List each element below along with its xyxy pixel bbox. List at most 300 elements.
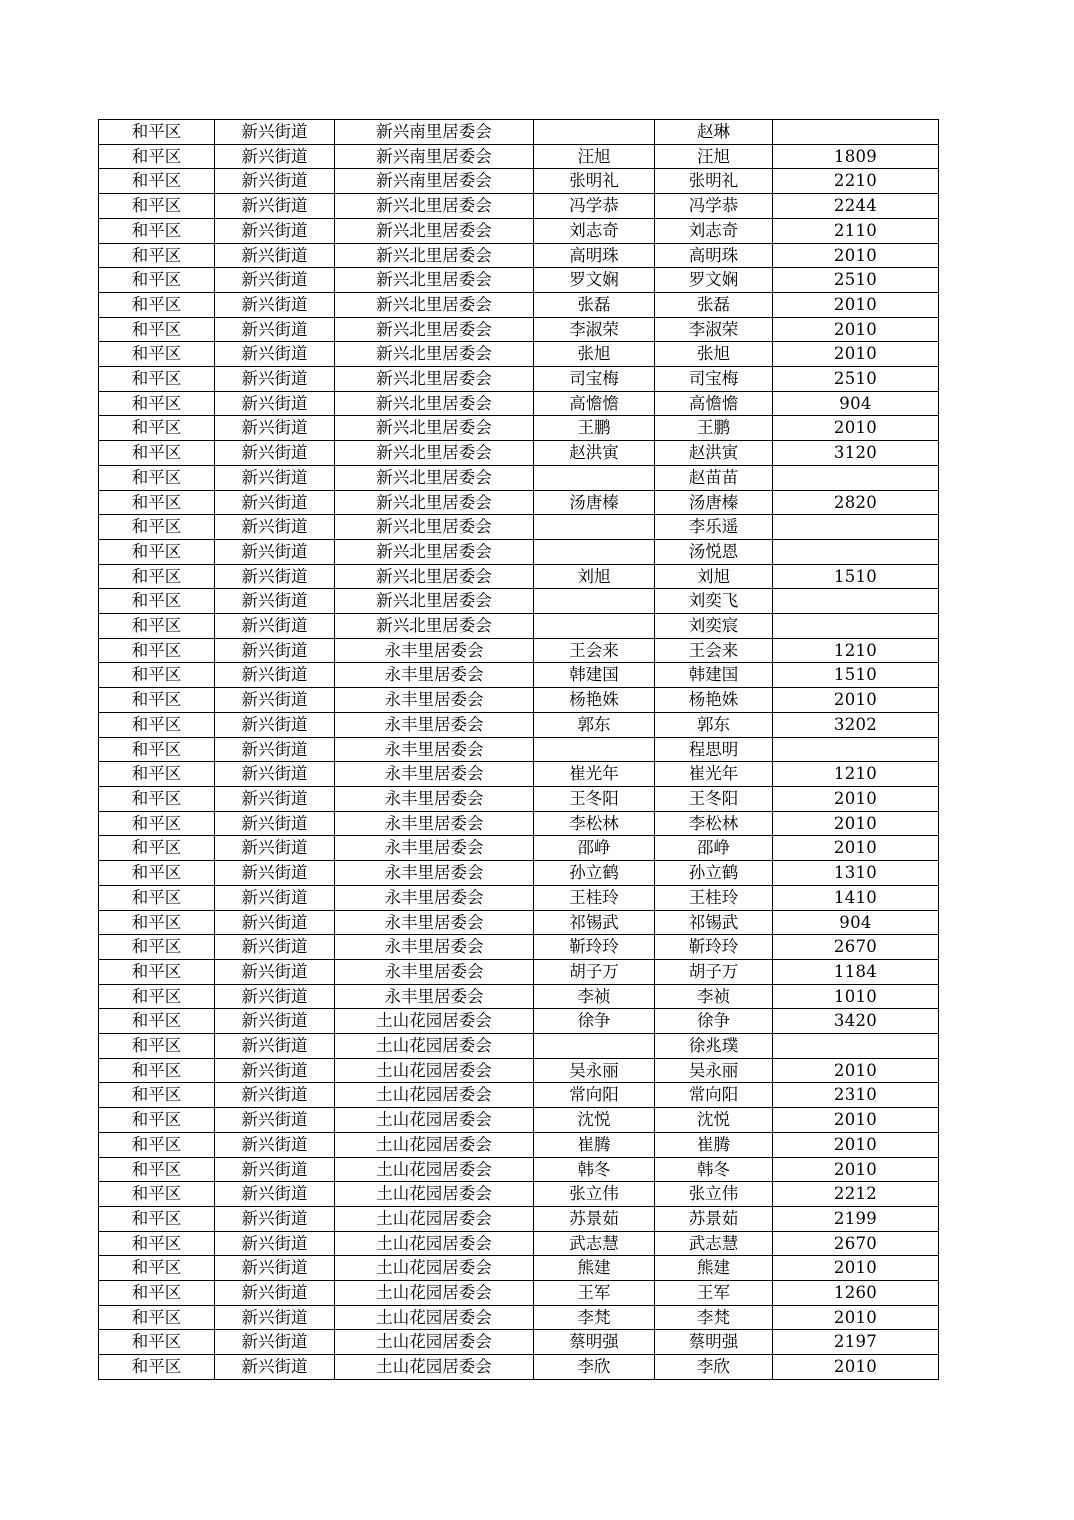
table-row: [99, 1256, 939, 1281]
cell-name-a: 王冬阳: [534, 786, 655, 811]
cell-name-a: 李梵: [534, 1305, 655, 1330]
cell-amount: 2010: [773, 1132, 939, 1157]
cell-community: 新兴北里居委会: [335, 441, 534, 466]
cell-street: 新兴街道: [215, 885, 335, 910]
cell-street: 新兴街道: [215, 391, 335, 416]
cell-district: 和平区: [99, 885, 215, 910]
cell-amount: 1210: [773, 638, 939, 663]
table-row: [99, 861, 939, 886]
table-row: [99, 910, 939, 935]
cell-community: 土山花园居委会: [335, 1009, 534, 1034]
table-row: [99, 564, 939, 589]
cell-name-b: 赵苗苗: [655, 465, 773, 490]
cell-name-b: 李淑荣: [655, 317, 773, 342]
cell-name-a: 韩冬: [534, 1157, 655, 1182]
cell-street: 新兴街道: [215, 539, 335, 564]
cell-name-a: [534, 1034, 655, 1059]
cell-name-b: 李祯: [655, 984, 773, 1009]
cell-district: 和平区: [99, 1256, 215, 1281]
cell-community: 新兴北里居委会: [335, 614, 534, 639]
cell-name-a: 靳玲玲: [534, 935, 655, 960]
cell-name-a: 张立伟: [534, 1182, 655, 1207]
cell-community: 新兴北里居委会: [335, 391, 534, 416]
cell-street: 新兴街道: [215, 712, 335, 737]
cell-community: 土山花园居委会: [335, 1108, 534, 1133]
cell-amount: 2210: [773, 169, 939, 194]
cell-community: 新兴南里居委会: [335, 144, 534, 169]
cell-district: 和平区: [99, 786, 215, 811]
cell-street: 新兴街道: [215, 441, 335, 466]
cell-amount: [773, 614, 939, 639]
cell-community: 永丰里居委会: [335, 959, 534, 984]
cell-name-a: 崔光年: [534, 762, 655, 787]
cell-street: 新兴街道: [215, 984, 335, 1009]
cell-name-a: [534, 614, 655, 639]
cell-street: 新兴街道: [215, 663, 335, 688]
cell-amount: [773, 465, 939, 490]
cell-amount: 2010: [773, 1256, 939, 1281]
cell-name-a: 熊建: [534, 1256, 655, 1281]
cell-street: 新兴街道: [215, 737, 335, 762]
cell-name-a: 邵峥: [534, 836, 655, 861]
cell-community: 土山花园居委会: [335, 1231, 534, 1256]
cell-street: 新兴街道: [215, 342, 335, 367]
cell-name-a: 胡子万: [534, 959, 655, 984]
cell-name-a: 刘志奇: [534, 218, 655, 243]
cell-community: 永丰里居委会: [335, 984, 534, 1009]
cell-amount: 904: [773, 391, 939, 416]
cell-name-a: [534, 120, 655, 145]
table-row: [99, 984, 939, 1009]
cell-amount: 2010: [773, 416, 939, 441]
cell-name-a: 王会来: [534, 638, 655, 663]
cell-name-b: 蔡明强: [655, 1330, 773, 1355]
cell-name-a: 吴永丽: [534, 1058, 655, 1083]
cell-community: 永丰里居委会: [335, 786, 534, 811]
cell-name-a: 罗文娴: [534, 268, 655, 293]
cell-street: 新兴街道: [215, 910, 335, 935]
cell-district: 和平区: [99, 416, 215, 441]
cell-street: 新兴街道: [215, 688, 335, 713]
cell-name-b: 杨艳姝: [655, 688, 773, 713]
cell-amount: 3120: [773, 441, 939, 466]
cell-street: 新兴街道: [215, 1009, 335, 1034]
cell-name-b: 张旭: [655, 342, 773, 367]
cell-amount: 2010: [773, 1058, 939, 1083]
cell-street: 新兴街道: [215, 762, 335, 787]
cell-community: 新兴南里居委会: [335, 120, 534, 145]
cell-street: 新兴街道: [215, 811, 335, 836]
cell-community: 土山花园居委会: [335, 1034, 534, 1059]
cell-street: 新兴街道: [215, 169, 335, 194]
cell-street: 新兴街道: [215, 614, 335, 639]
cell-amount: 2199: [773, 1206, 939, 1231]
cell-amount: 1510: [773, 564, 939, 589]
cell-name-a: 张旭: [534, 342, 655, 367]
table-row: [99, 959, 939, 984]
cell-community: 永丰里居委会: [335, 688, 534, 713]
cell-amount: 2110: [773, 218, 939, 243]
cell-name-b: 王冬阳: [655, 786, 773, 811]
cell-name-a: 徐争: [534, 1009, 655, 1034]
table-row: [99, 1009, 939, 1034]
table-row: [99, 465, 939, 490]
cell-name-a: [534, 589, 655, 614]
cell-district: 和平区: [99, 243, 215, 268]
cell-name-b: 徐兆璞: [655, 1034, 773, 1059]
cell-name-b: 苏景茹: [655, 1206, 773, 1231]
cell-amount: 1310: [773, 861, 939, 886]
cell-district: 和平区: [99, 1206, 215, 1231]
cell-name-a: 李祯: [534, 984, 655, 1009]
cell-district: 和平区: [99, 1083, 215, 1108]
cell-name-b: 王会来: [655, 638, 773, 663]
cell-name-b: 汤悦恩: [655, 539, 773, 564]
cell-district: 和平区: [99, 959, 215, 984]
cell-street: 新兴街道: [215, 861, 335, 886]
cell-community: 土山花园居委会: [335, 1256, 534, 1281]
cell-amount: 2244: [773, 194, 939, 219]
cell-district: 和平区: [99, 762, 215, 787]
cell-district: 和平区: [99, 811, 215, 836]
cell-amount: [773, 539, 939, 564]
cell-community: 新兴北里居委会: [335, 539, 534, 564]
cell-name-a: 汪旭: [534, 144, 655, 169]
cell-community: 永丰里居委会: [335, 935, 534, 960]
cell-name-a: 刘旭: [534, 564, 655, 589]
table-row: [99, 268, 939, 293]
cell-community: 土山花园居委会: [335, 1058, 534, 1083]
table-row: [99, 218, 939, 243]
cell-district: 和平区: [99, 441, 215, 466]
table-row: [99, 1231, 939, 1256]
cell-street: 新兴街道: [215, 1206, 335, 1231]
cell-district: 和平区: [99, 515, 215, 540]
cell-name-b: 徐争: [655, 1009, 773, 1034]
cell-district: 和平区: [99, 1034, 215, 1059]
table-row: [99, 1281, 939, 1306]
table-row: [99, 638, 939, 663]
cell-amount: 1410: [773, 885, 939, 910]
table-row: [99, 1305, 939, 1330]
cell-name-b: 崔光年: [655, 762, 773, 787]
cell-district: 和平区: [99, 342, 215, 367]
cell-district: 和平区: [99, 144, 215, 169]
cell-district: 和平区: [99, 1355, 215, 1380]
cell-street: 新兴街道: [215, 194, 335, 219]
table-row: [99, 317, 939, 342]
cell-district: 和平区: [99, 268, 215, 293]
cell-name-b: 武志慧: [655, 1231, 773, 1256]
cell-name-b: 熊建: [655, 1256, 773, 1281]
table-row: [99, 1034, 939, 1059]
cell-name-b: 祁锡武: [655, 910, 773, 935]
cell-community: 永丰里居委会: [335, 638, 534, 663]
cell-amount: 904: [773, 910, 939, 935]
cell-district: 和平区: [99, 663, 215, 688]
table-row: [99, 292, 939, 317]
cell-name-a: 高明珠: [534, 243, 655, 268]
cell-name-a: 常向阳: [534, 1083, 655, 1108]
table-row: [99, 342, 939, 367]
cell-name-b: 邵峥: [655, 836, 773, 861]
cell-street: 新兴街道: [215, 490, 335, 515]
cell-amount: [773, 515, 939, 540]
cell-street: 新兴街道: [215, 1231, 335, 1256]
cell-community: 新兴北里居委会: [335, 218, 534, 243]
cell-community: 新兴北里居委会: [335, 268, 534, 293]
cell-name-b: 李梵: [655, 1305, 773, 1330]
cell-name-b: 郭东: [655, 712, 773, 737]
cell-district: 和平区: [99, 1281, 215, 1306]
cell-name-b: 李松林: [655, 811, 773, 836]
cell-district: 和平区: [99, 367, 215, 392]
cell-name-a: [534, 465, 655, 490]
cell-street: 新兴街道: [215, 1157, 335, 1182]
cell-community: 新兴北里居委会: [335, 243, 534, 268]
cell-community: 新兴北里居委会: [335, 342, 534, 367]
cell-community: 永丰里居委会: [335, 836, 534, 861]
cell-district: 和平区: [99, 712, 215, 737]
cell-name-b: 刘奕宸: [655, 614, 773, 639]
cell-amount: 2010: [773, 292, 939, 317]
roster-table-container: [98, 119, 938, 1380]
cell-name-b: 李欣: [655, 1355, 773, 1380]
cell-name-b: 韩冬: [655, 1157, 773, 1182]
table-row: [99, 614, 939, 639]
table-row: [99, 441, 939, 466]
cell-street: 新兴街道: [215, 1355, 335, 1380]
cell-amount: 1184: [773, 959, 939, 984]
cell-amount: 2212: [773, 1182, 939, 1207]
cell-street: 新兴街道: [215, 1058, 335, 1083]
cell-district: 和平区: [99, 292, 215, 317]
table-row: [99, 1083, 939, 1108]
cell-community: 永丰里居委会: [335, 811, 534, 836]
cell-district: 和平区: [99, 391, 215, 416]
table-row: [99, 712, 939, 737]
table-row: [99, 811, 939, 836]
cell-district: 和平区: [99, 1157, 215, 1182]
cell-name-a: 王军: [534, 1281, 655, 1306]
cell-district: 和平区: [99, 564, 215, 589]
cell-community: 土山花园居委会: [335, 1157, 534, 1182]
cell-district: 和平区: [99, 638, 215, 663]
cell-amount: 2010: [773, 317, 939, 342]
cell-amount: 2010: [773, 1305, 939, 1330]
cell-street: 新兴街道: [215, 786, 335, 811]
cell-street: 新兴街道: [215, 367, 335, 392]
table-row: [99, 490, 939, 515]
cell-district: 和平区: [99, 465, 215, 490]
cell-name-a: 高憺憺: [534, 391, 655, 416]
cell-name-a: [534, 737, 655, 762]
cell-community: 土山花园居委会: [335, 1355, 534, 1380]
cell-amount: 3202: [773, 712, 939, 737]
cell-name-a: 汤唐榛: [534, 490, 655, 515]
cell-amount: [773, 1034, 939, 1059]
cell-district: 和平区: [99, 1058, 215, 1083]
cell-community: 永丰里居委会: [335, 885, 534, 910]
table-row: [99, 1182, 939, 1207]
cell-name-a: 孙立鹤: [534, 861, 655, 886]
cell-street: 新兴街道: [215, 1108, 335, 1133]
cell-name-b: 常向阳: [655, 1083, 773, 1108]
cell-district: 和平区: [99, 218, 215, 243]
cell-community: 新兴南里居委会: [335, 169, 534, 194]
cell-name-b: 高憺憺: [655, 391, 773, 416]
cell-name-b: 刘志奇: [655, 218, 773, 243]
table-row: [99, 589, 939, 614]
cell-street: 新兴街道: [215, 564, 335, 589]
cell-name-b: 张立伟: [655, 1182, 773, 1207]
cell-name-a: 李淑荣: [534, 317, 655, 342]
cell-district: 和平区: [99, 589, 215, 614]
cell-community: 新兴北里居委会: [335, 292, 534, 317]
cell-district: 和平区: [99, 194, 215, 219]
cell-street: 新兴街道: [215, 1182, 335, 1207]
cell-name-a: 韩建国: [534, 663, 655, 688]
cell-street: 新兴街道: [215, 1034, 335, 1059]
cell-district: 和平区: [99, 1009, 215, 1034]
table-row: [99, 1108, 939, 1133]
cell-name-b: 汪旭: [655, 144, 773, 169]
cell-amount: 2310: [773, 1083, 939, 1108]
cell-name-a: 祁锡武: [534, 910, 655, 935]
cell-community: 永丰里居委会: [335, 762, 534, 787]
cell-name-b: 胡子万: [655, 959, 773, 984]
cell-community: 永丰里居委会: [335, 663, 534, 688]
table-row: [99, 935, 939, 960]
cell-amount: 2010: [773, 1355, 939, 1380]
cell-name-b: 吴永丽: [655, 1058, 773, 1083]
table-row: [99, 515, 939, 540]
cell-amount: 2010: [773, 1157, 939, 1182]
cell-district: 和平区: [99, 836, 215, 861]
roster-table-body: [99, 120, 939, 1380]
table-row: [99, 786, 939, 811]
cell-name-a: 武志慧: [534, 1231, 655, 1256]
cell-community: 永丰里居委会: [335, 910, 534, 935]
cell-name-b: 冯学恭: [655, 194, 773, 219]
cell-community: 土山花园居委会: [335, 1330, 534, 1355]
cell-street: 新兴街道: [215, 1132, 335, 1157]
cell-amount: 1260: [773, 1281, 939, 1306]
cell-community: 新兴北里居委会: [335, 317, 534, 342]
cell-street: 新兴街道: [215, 1305, 335, 1330]
cell-name-b: 韩建国: [655, 663, 773, 688]
cell-name-b: 靳玲玲: [655, 935, 773, 960]
cell-community: 土山花园居委会: [335, 1182, 534, 1207]
cell-district: 和平区: [99, 688, 215, 713]
cell-street: 新兴街道: [215, 1281, 335, 1306]
cell-community: 土山花园居委会: [335, 1206, 534, 1231]
cell-name-a: 杨艳姝: [534, 688, 655, 713]
cell-amount: 2010: [773, 786, 939, 811]
cell-district: 和平区: [99, 737, 215, 762]
cell-amount: 2010: [773, 1108, 939, 1133]
table-row: [99, 144, 939, 169]
cell-name-b: 王军: [655, 1281, 773, 1306]
cell-street: 新兴街道: [215, 465, 335, 490]
cell-district: 和平区: [99, 910, 215, 935]
cell-name-a: [534, 539, 655, 564]
cell-street: 新兴街道: [215, 589, 335, 614]
cell-amount: 1510: [773, 663, 939, 688]
cell-community: 新兴北里居委会: [335, 465, 534, 490]
cell-amount: [773, 737, 939, 762]
table-row: [99, 194, 939, 219]
cell-name-b: 刘旭: [655, 564, 773, 589]
cell-street: 新兴街道: [215, 1083, 335, 1108]
cell-district: 和平区: [99, 984, 215, 1009]
cell-amount: 3420: [773, 1009, 939, 1034]
cell-amount: 2510: [773, 268, 939, 293]
cell-name-a: 冯学恭: [534, 194, 655, 219]
cell-name-a: 李欣: [534, 1355, 655, 1380]
cell-name-b: 张明礼: [655, 169, 773, 194]
cell-district: 和平区: [99, 120, 215, 145]
cell-street: 新兴街道: [215, 243, 335, 268]
cell-district: 和平区: [99, 935, 215, 960]
cell-name-b: 高明珠: [655, 243, 773, 268]
cell-name-a: 赵洪寅: [534, 441, 655, 466]
cell-district: 和平区: [99, 1182, 215, 1207]
cell-name-a: 苏景茹: [534, 1206, 655, 1231]
cell-amount: [773, 589, 939, 614]
cell-community: 新兴北里居委会: [335, 416, 534, 441]
cell-amount: 1809: [773, 144, 939, 169]
cell-community: 永丰里居委会: [335, 737, 534, 762]
cell-street: 新兴街道: [215, 218, 335, 243]
cell-amount: 2670: [773, 935, 939, 960]
cell-community: 土山花园居委会: [335, 1083, 534, 1108]
cell-street: 新兴街道: [215, 268, 335, 293]
cell-name-a: 蔡明强: [534, 1330, 655, 1355]
table-row: [99, 391, 939, 416]
cell-street: 新兴街道: [215, 144, 335, 169]
cell-community: 土山花园居委会: [335, 1281, 534, 1306]
cell-name-b: 汤唐榛: [655, 490, 773, 515]
table-row: [99, 663, 939, 688]
cell-community: 新兴北里居委会: [335, 515, 534, 540]
cell-name-b: 李乐遥: [655, 515, 773, 540]
cell-name-b: 张磊: [655, 292, 773, 317]
cell-name-b: 孙立鹤: [655, 861, 773, 886]
cell-district: 和平区: [99, 1132, 215, 1157]
table-row: [99, 539, 939, 564]
table-row: [99, 762, 939, 787]
table-row: [99, 120, 939, 145]
cell-name-a: 张明礼: [534, 169, 655, 194]
table-row: [99, 1355, 939, 1380]
cell-community: 永丰里居委会: [335, 861, 534, 886]
cell-district: 和平区: [99, 861, 215, 886]
roster-table: [98, 119, 939, 1380]
cell-district: 和平区: [99, 539, 215, 564]
cell-district: 和平区: [99, 490, 215, 515]
cell-district: 和平区: [99, 1231, 215, 1256]
cell-street: 新兴街道: [215, 935, 335, 960]
cell-community: 新兴北里居委会: [335, 490, 534, 515]
cell-name-b: 赵洪寅: [655, 441, 773, 466]
cell-name-a: 郭东: [534, 712, 655, 737]
cell-community: 新兴北里居委会: [335, 367, 534, 392]
cell-amount: 2670: [773, 1231, 939, 1256]
cell-name-a: 李松林: [534, 811, 655, 836]
cell-community: 新兴北里居委会: [335, 194, 534, 219]
table-row: [99, 1206, 939, 1231]
